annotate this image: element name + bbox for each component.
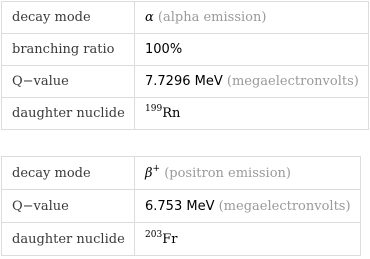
table-row [2,190,361,223]
row-label: Q−value [2,190,135,223]
branching-ratio-value: 100% [135,34,369,66]
row-label: daughter nuclide [2,98,135,130]
decay-mode-value [135,157,361,190]
decay-symbol: β [145,165,153,181]
daughter-nuclide-value [135,98,369,130]
decay-mode-value [135,2,369,34]
q-value [135,66,369,98]
q-value-number: 6.753 [145,198,183,214]
q-value-unit: MeV [186,198,215,214]
mass-number: 203 [145,229,163,240]
row-label: Q−value [2,66,135,98]
decay-description: (positron emission) [164,165,291,181]
q-value-unit-description: (megaelectronvolts) [226,74,359,89]
decay-description: (alpha emission) [157,10,267,25]
element-symbol: Rn [162,106,181,121]
table-row [2,2,369,34]
decay-symbol-superscript: + [152,163,161,174]
table-row [2,98,369,130]
mass-number: 199 [145,104,163,114]
q-value-unit-description: (megaelectronvolts) [218,198,351,214]
table-row [2,34,369,66]
element-symbol: Fr [162,231,178,247]
row-label: daughter nuclide [2,223,135,256]
daughter-nuclide-value [135,223,361,256]
table-row [2,157,361,190]
row-label: decay mode [2,2,135,34]
decay-table-positron [1,156,361,256]
q-value-number: 7.7296 [145,74,191,89]
table-row [2,223,361,256]
row-label: branching ratio [2,34,135,66]
decay-symbol: α [145,10,154,25]
table-row [2,66,369,98]
q-value-unit: MeV [194,74,223,89]
row-label: decay mode [2,157,135,190]
q-value [135,190,361,223]
decay-table-alpha [1,1,369,130]
